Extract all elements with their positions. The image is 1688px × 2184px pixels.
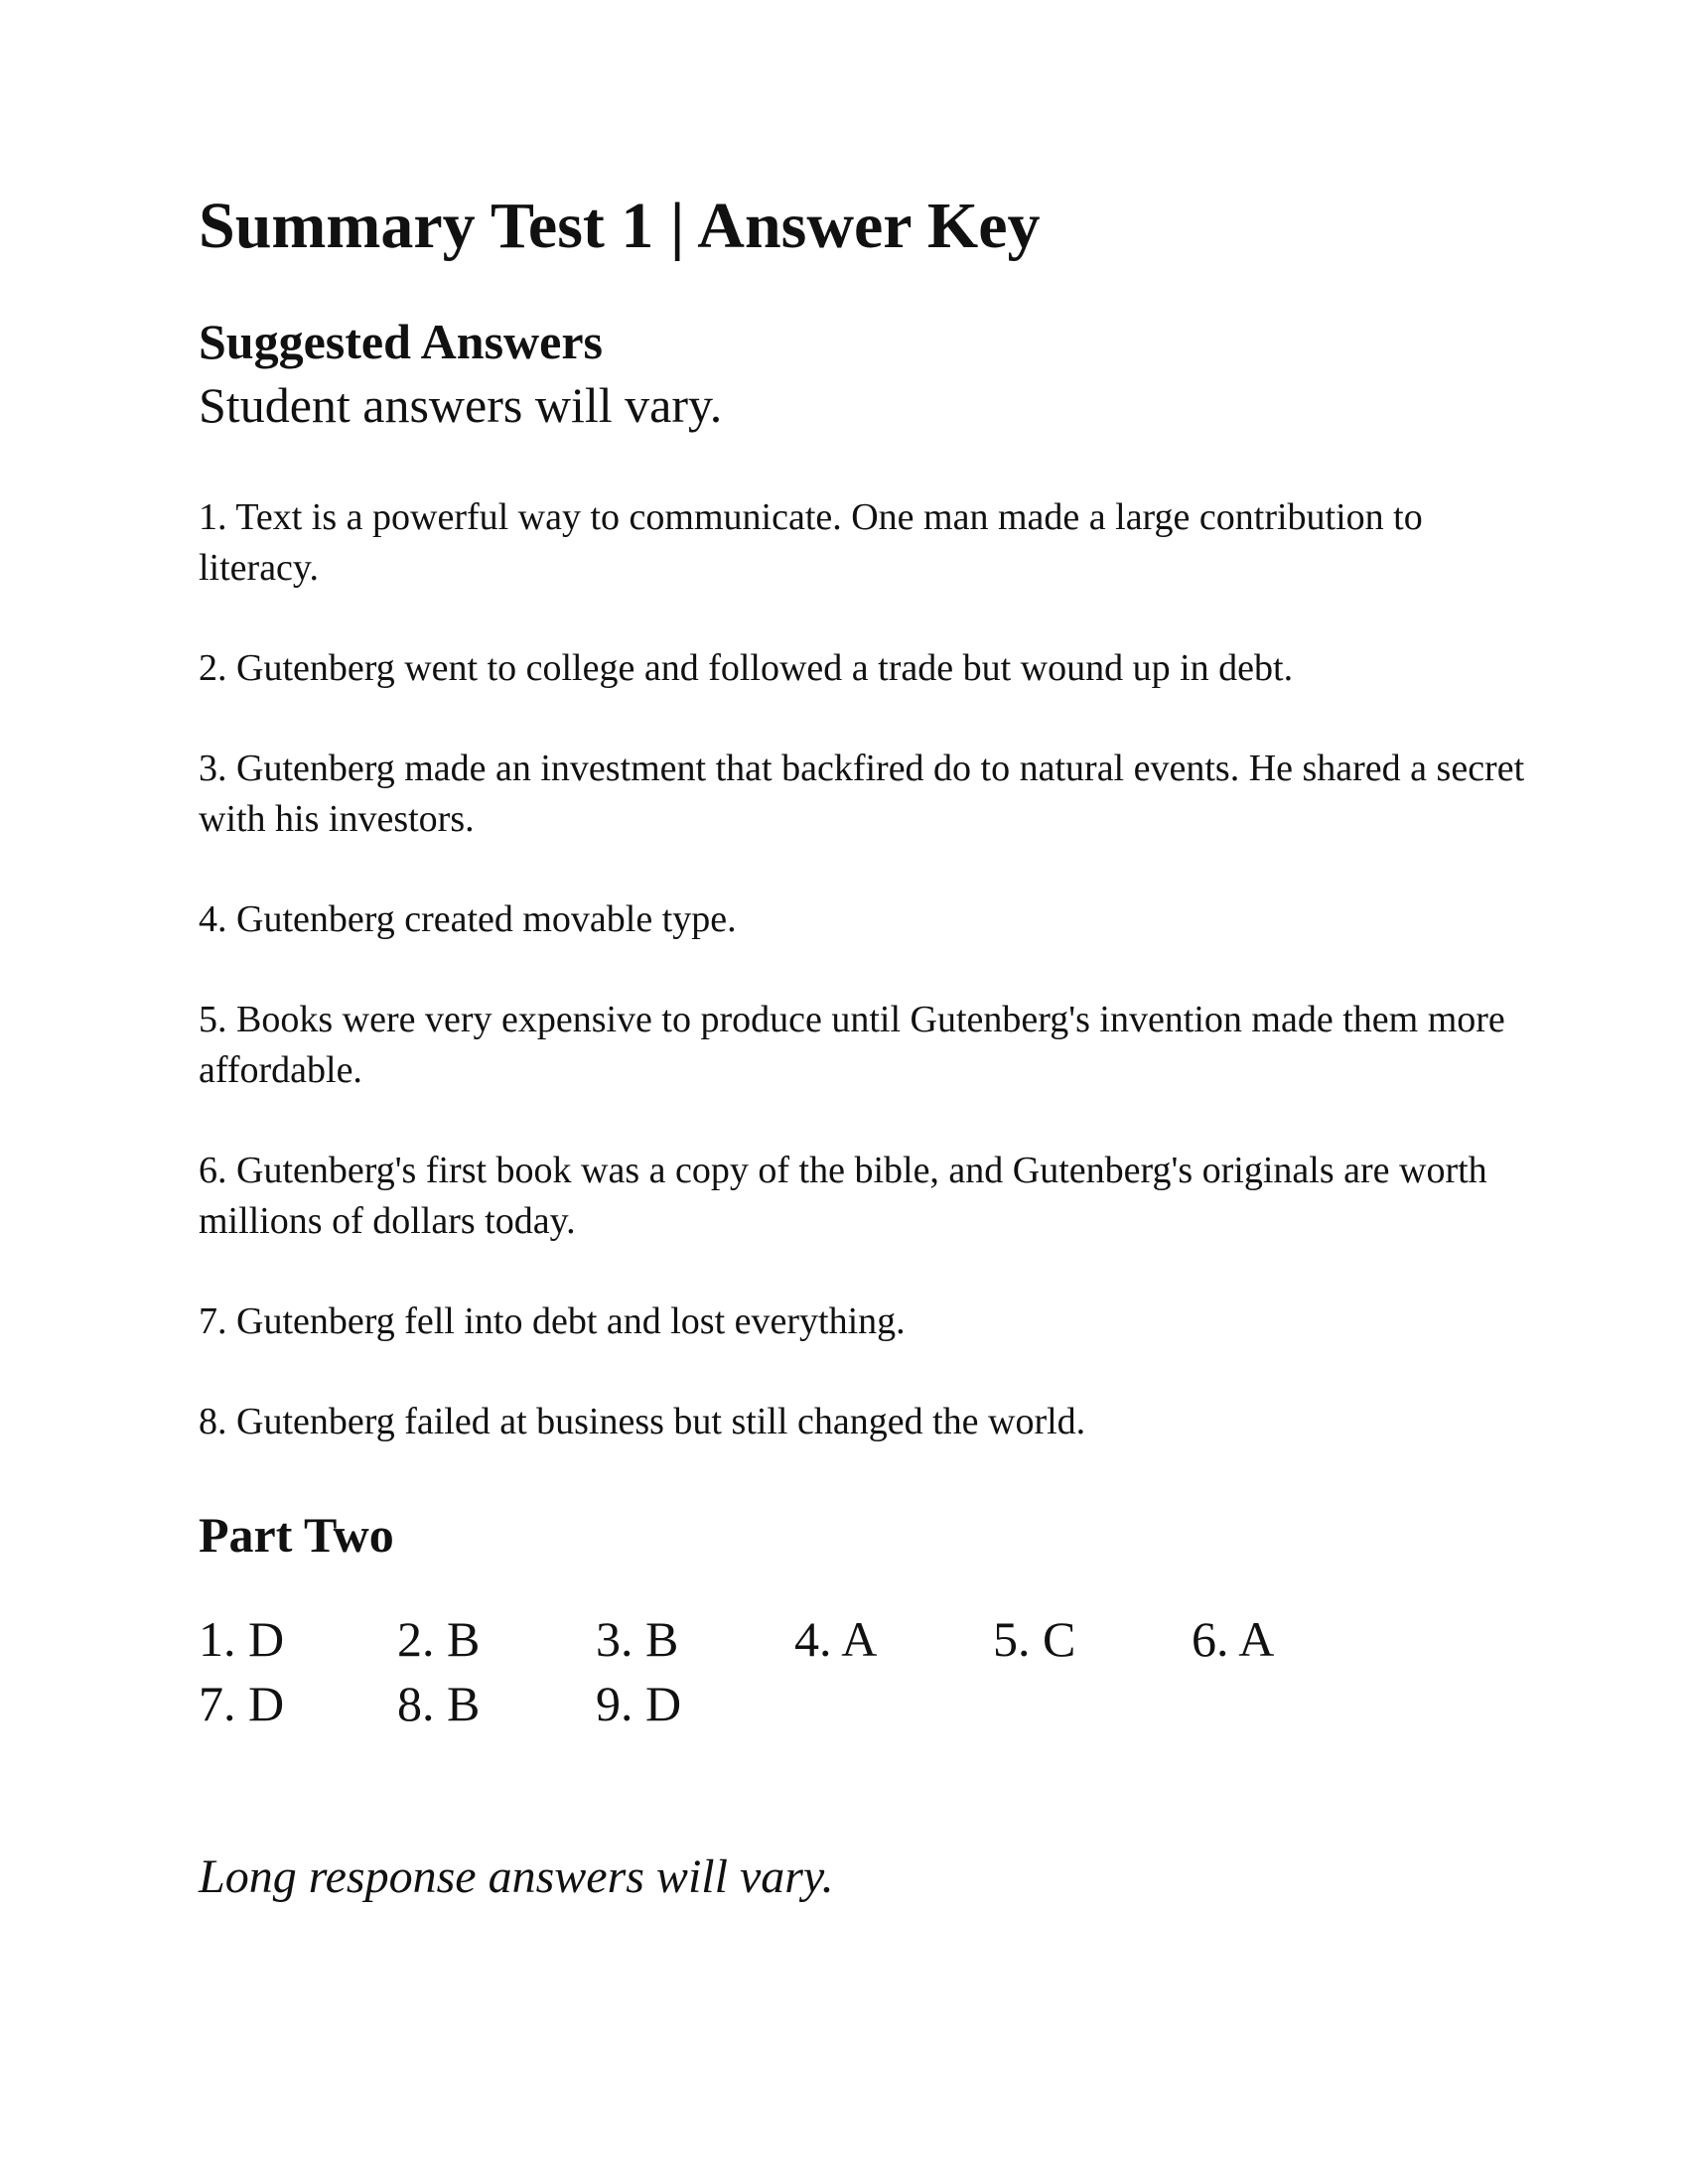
- page-title: Summary Test 1 | Answer Key: [199, 190, 1041, 262]
- part-two-answer-6: 6. A: [1192, 1611, 1275, 1667]
- answer-item-2: 2. Gutenberg went to college and followed a trade but wound up in debt.: [199, 647, 1294, 689]
- long-response-note: Long response answers will vary.: [199, 1850, 834, 1903]
- part-two-answer-4: 4. A: [794, 1611, 878, 1667]
- answer-item-8: 8. Gutenberg failed at business but still changed the world.: [199, 1401, 1086, 1442]
- part-two-answer-grid: [199, 1607, 1529, 1736]
- answer-item-6: 6. Gutenberg's first book was a copy of the bible, and Gutenberg's originals are worth millions of dollars today.: [199, 1150, 1487, 1242]
- part-two-answer-9: 9. D: [596, 1676, 682, 1731]
- suggested-answers-list: [199, 492, 1529, 1447]
- answer-item-7: 7. Gutenberg fell into debt and lost everything.: [199, 1300, 906, 1342]
- answer-item-3: 3. Gutenberg made an investment that backfired do to natural events. He shared a secret with his investors.: [199, 748, 1525, 840]
- part-two-answer-8: 8. B: [397, 1676, 481, 1731]
- answers-vary-note: Student answers will vary.: [199, 377, 723, 433]
- part-two-answer-5: 5. C: [993, 1611, 1076, 1667]
- part-two-answer-3: 3. B: [596, 1611, 679, 1667]
- part-two-heading: Part Two: [199, 1507, 394, 1563]
- answer-item-1: 1. Text is a powerful way to communicate. One man made a large contribution to literacy.: [199, 496, 1423, 589]
- answer-key-page: [199, 190, 1529, 1903]
- answer-item-4: 4. Gutenberg created movable type.: [199, 898, 737, 940]
- part-two-answer-7: 7. D: [199, 1676, 285, 1731]
- part-two-answer-1: 1. D: [199, 1611, 285, 1667]
- answer-item-5: 5. Books were very expensive to produce until Gutenberg's invention made them more affordable.: [199, 999, 1505, 1091]
- part-two-answer-2: 2. B: [397, 1611, 481, 1667]
- suggested-answers-heading: Suggested Answers: [199, 314, 603, 369]
